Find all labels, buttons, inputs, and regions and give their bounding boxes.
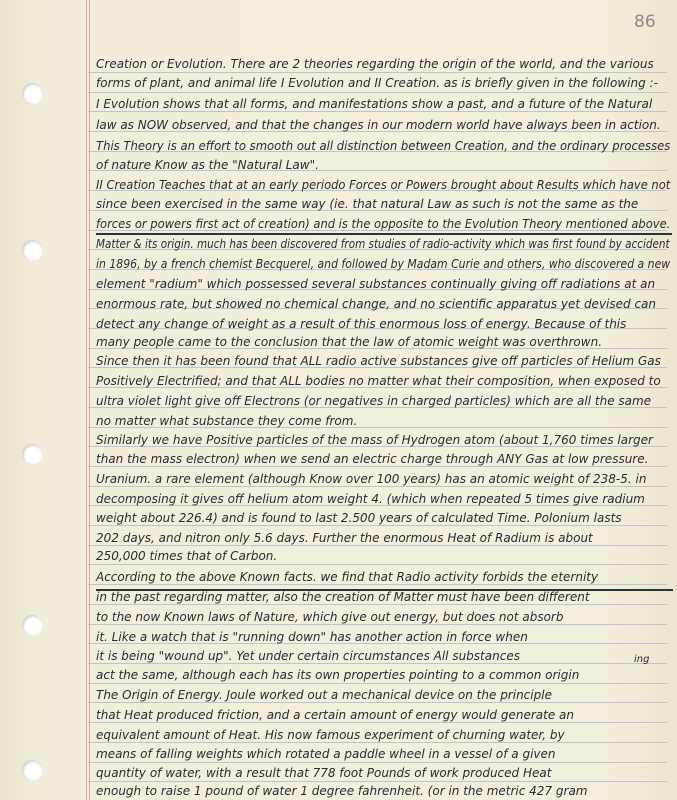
ruled-line: [88, 683, 667, 684]
margin-line: [89, 0, 90, 800]
ruled-line: [88, 663, 667, 664]
ruled-line: [88, 742, 667, 743]
binder-hole: [22, 760, 43, 781]
text-line: law as NOW observed, and that the changes in our modern world have always been in action.: [96, 118, 661, 132]
text-line: it is being "wound up". Yet under certain circumstances All substances: [96, 649, 520, 663]
text-line: Positively Electrified; and that ALL bodies no matter what their composition, when exposed to: [96, 374, 661, 388]
text-line: This Theory is an effort to smooth out all distinction between Creation, and the ordinary processes: [96, 139, 671, 153]
text-line: quantity of water, with a result that 778 foot Pounds of work produced Heat: [96, 766, 552, 780]
text-line: forms of plant, and animal life I Evolution and II Creation. as is briefly given in the following :-: [96, 76, 658, 90]
text-line: many people came to the conclusion that the law of atomic weight was overthrown.: [96, 335, 603, 349]
text-line: Matter & its origin. much has been discovered from studies of radio-activity which was first found by accident: [96, 237, 670, 251]
text-line: enough to raise 1 pound of water 1 degree fahrenheit. (or in the metric 427 gram: [96, 784, 588, 798]
text-line: decomposing it gives off helium atom weight 4. (which when repeated 5 times give radium: [96, 492, 645, 506]
text-line: Creation or Evolution. There are 2 theories regarding the origin of the world, and the various: [96, 57, 654, 71]
ruled-line: [88, 466, 667, 467]
text-line: I Evolution shows that all forms, and manifestations show a past, and a future of the Natural: [96, 97, 653, 111]
page-number: 86: [634, 12, 656, 32]
text-line: no matter what substance they come from.: [96, 414, 358, 428]
text-line: it. Like a watch that is "running down" has another action in force when: [96, 630, 528, 644]
text-line: in the past regarding matter, also the creation of Matter must have been different: [96, 590, 590, 604]
text-line: Since then it has been found that ALL radio active substances give off particles of Helium Gas: [96, 354, 661, 368]
margin-line: [86, 0, 87, 800]
text-line: that Heat produced friction, and a certain amount of energy would generate an: [96, 708, 574, 722]
text-line: Similarly we have Positive particles of the mass of Hydrogen atom (about 1,760 times larger: [96, 433, 653, 447]
ruled-line: [88, 92, 667, 93]
text-line: weight about 226.4) and is found to last 2.500 years of calculated Time. Polonium lasts: [96, 511, 622, 525]
text-line: element "radium" which possessed several substances continually giving off radiations at an: [96, 277, 656, 291]
ruled-line: [88, 72, 667, 73]
text-line: 202 days, and nitron only 5.6 days. Further the enormous Heat of Radium is about: [96, 531, 593, 545]
binder-hole: [22, 240, 43, 261]
section-divider: [96, 233, 672, 235]
text-line: means of falling weights which rotated a paddle wheel in a vessel of a given: [96, 747, 556, 761]
text-line: act the same, although each has its own properties pointing to a common origin: [96, 668, 580, 682]
text-line: According to the above Known facts. we find that Radio activity forbids the eternity: [96, 570, 599, 584]
ruled-line: [88, 545, 667, 546]
text-line: in 1896, by a french chemist Becquerel, and followed by Madam Curie and others, who discovered a new: [96, 257, 671, 271]
ruled-line: [88, 584, 667, 585]
text-line: Uranium. a rare element (although Know over 100 years) has an atomic weight of 238-5. in: [96, 472, 647, 486]
ruled-line: [88, 111, 667, 112]
ruled-line: [88, 781, 667, 782]
ruled-line: [88, 624, 667, 625]
text-line: than the mass electron) when we send an electric charge through ANY Gas at low pressure.: [96, 452, 649, 466]
text-line: forces or powers first act of creation) and is the opposite to the Evolution Theory mentioned above.: [96, 217, 671, 231]
ruled-line: [88, 564, 667, 565]
binder-hole: [22, 444, 43, 465]
ruled-line: [88, 486, 667, 487]
text-line: detect any change of weight as a result of this enormous loss of energy. Because of this: [96, 317, 627, 331]
ruled-line: [88, 722, 667, 723]
text-line: II Creation Teaches that at an early periodo Forces or Powers brought about Results which have not: [96, 178, 671, 192]
text-line: equivalent amount of Heat. His now famous experiment of churning water, by: [96, 728, 565, 742]
text-line: of nature Know as the "Natural Law".: [96, 158, 319, 172]
text-line: 250,000 times that of Carbon.: [96, 549, 278, 563]
text-line: enormous rate, but showed no chemical change, and no scientific apparatus yet devised can: [96, 297, 656, 311]
ruled-line: [88, 525, 667, 526]
ruled-line: [88, 702, 667, 703]
binder-hole: [22, 83, 43, 104]
insert-mark: ing: [634, 654, 650, 665]
ruled-line: [88, 604, 667, 605]
text-line: ultra violet light give off Electrons (or negatives in charged particles) which are all the same: [96, 394, 652, 408]
text-line: since been exercised in the same way (ie. that natural Law as such is not the same as the: [96, 197, 639, 211]
text-line: The Origin of Energy. Joule worked out a mechanical device on the principle: [96, 688, 552, 702]
ruled-line: [88, 762, 667, 763]
binder-hole: [22, 615, 43, 636]
text-line: to the now Known laws of Nature, which give out energy, but does not absorb: [96, 610, 564, 624]
